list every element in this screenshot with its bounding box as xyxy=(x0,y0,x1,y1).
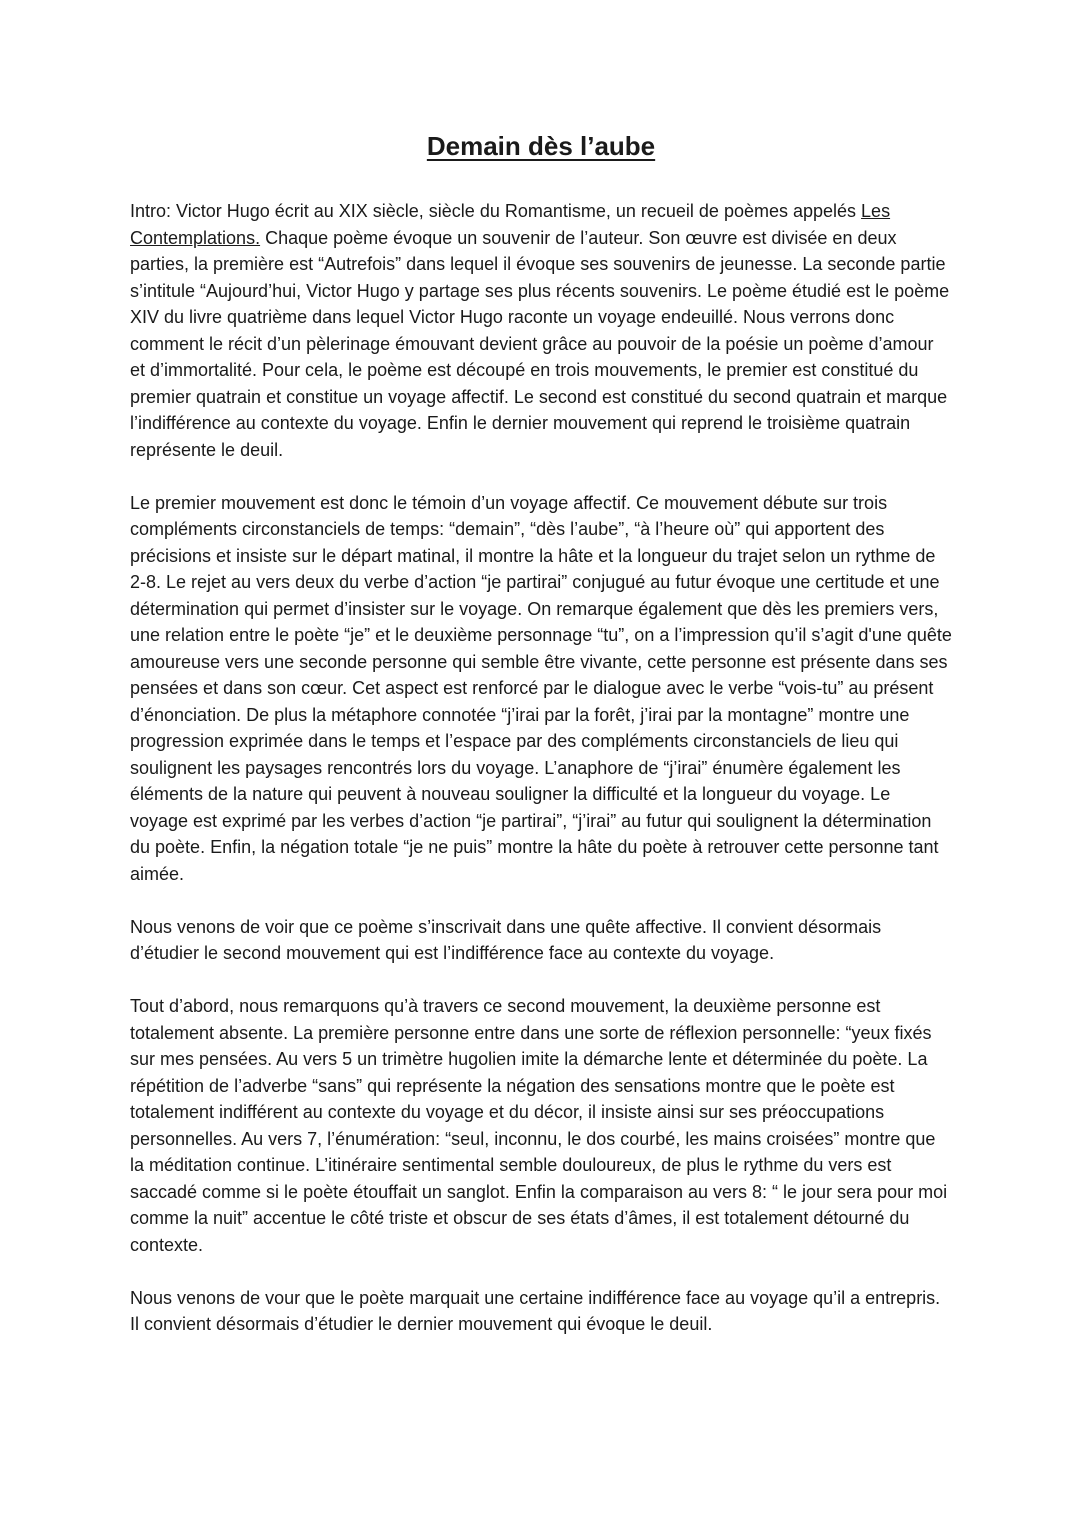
paragraph-second-movement: Tout d’abord, nous remarquons qu’à travers ce second mouvement, la deuxième personne est totalement absente. La première personne entre dans une sorte de réflexion personnelle: “yeux fixés sur mes pensées. Au vers 5 un trimètre hugolien imite la démarche lente et déterminée du poète. La répétition de l’adverbe “sans” qui représente la négation des sensations montre que le poète est totalement indifférent au contexte du voyage et du décor, il insiste ainsi sur ses préoccupations personnelles. Au vers 7, l’énumération: “seul, inconnu, le dos courbé, les mains croisées” montre que la méditation continue. L’itinéraire sentimental semble douloureux, de plus le rythme du vers est saccadé comme si le poète étouffait un sanglot. Enfin la comparaison au vers 8: “ le jour sera pour moi comme la nuit” accentue le côté triste et obscur de ses états d’âmes, il est totalement détourné du contexte. xyxy=(130,996,948,1255)
intro-paragraph xyxy=(130,198,952,463)
intro-text-start: Intro: Victor Hugo écrit au XIX siècle, siècle du Romantisme, un recueil de poèmes appelés xyxy=(130,201,862,221)
intro-text-rest: Chaque poème évoque un souvenir de l’auteur. Son œuvre est divisée en deux parties, la première est “Autrefois” dans lequel il évoque ses souvenirs de jeunesse. La seconde partie s’intitule “Aujourd’hui, Victor Hugo y partage ses plus récents souvenirs. Le poème étudié est le poème XIV du livre quatrième dans lequel Victor Hugo raconte un voyage endeuillé. Nous verrons donc comment le récit d’un pèlerinage émouvant devient grâce au pouvoir de la poésie un poème d’amour et d’immortalité. Pour cela, le poème est découpé en trois mouvements, le premier est constitué du premier quatrain et constitue un voyage affectif. Le second est constitué du second quatrain et marque l’indifférence au contexte du voyage. Enfin le dernier mouvement qui reprend le troisième quatrain représente le deuil. xyxy=(130,227,950,460)
paragraph-first-movement: Le premier mouvement est donc le témoin d’un voyage affectif. Ce mouvement débute sur trois compléments circonstanciels de temps: “demain”, “dès l’aube”, “à l’heure où” qui apportent des précisions et insiste sur le départ matinal, il montre la hâte et la longueur du trajet selon un rythme de 2-8. Le rejet au vers deux du verbe d’action “je partirai” conjugué au futur évoque une certitude et une détermination qui permet d’insister sur le voyage. On remarque également que dès les premiers vers, une relation entre le poète “je” et le deuxième personnage “tu”, on a l’impression qu’il s’agit d'une quête amoureuse vers une seconde personne qui semble être vivante, cette personne est présente dans ses pensées et dans son cœur. Cet aspect est renforcé par le dialogue avec le verbe “vois-tu” au présent d’énonciation. De plus la métaphore connotée “j’irai par la forêt, j’irai par la montagne” montre une progression exprimée dans le temps et l’espace par des compléments circonstanciels de lieu qui soulignent les paysages rencontrés lors du voyage. L’anaphore de “j’irai” énumère également les éléments de la nature qui peuvent à nouveau souligner la difficulté et la longueur du voyage. Le voyage est exprimé par les verbes d’action “je partirai”, “j’irai” au futur qui soulignent la détermination du poète. Enfin, la négation totale “je ne puis” montre la hâte du poète à retrouver cette personne tant aimée. xyxy=(130,492,952,884)
paragraph-transition-one: Nous venons de voir que ce poème s’inscrivait dans une quête affective. Il convient désormais d’étudier le second mouvement qui est l’indifférence face au contexte du voyage. xyxy=(130,916,882,963)
book-title: Les Contemplations. xyxy=(130,201,891,248)
document-page xyxy=(130,128,952,1364)
paragraph-transition-two: Nous venons de vour que le poète marquait une certaine indifférence face au voyage qu’il a entrepris. Il convient désormais d’étudier le dernier mouvement qui évoque le deuil. xyxy=(130,1287,941,1334)
document-title: Demain dès l’aube xyxy=(426,131,656,161)
